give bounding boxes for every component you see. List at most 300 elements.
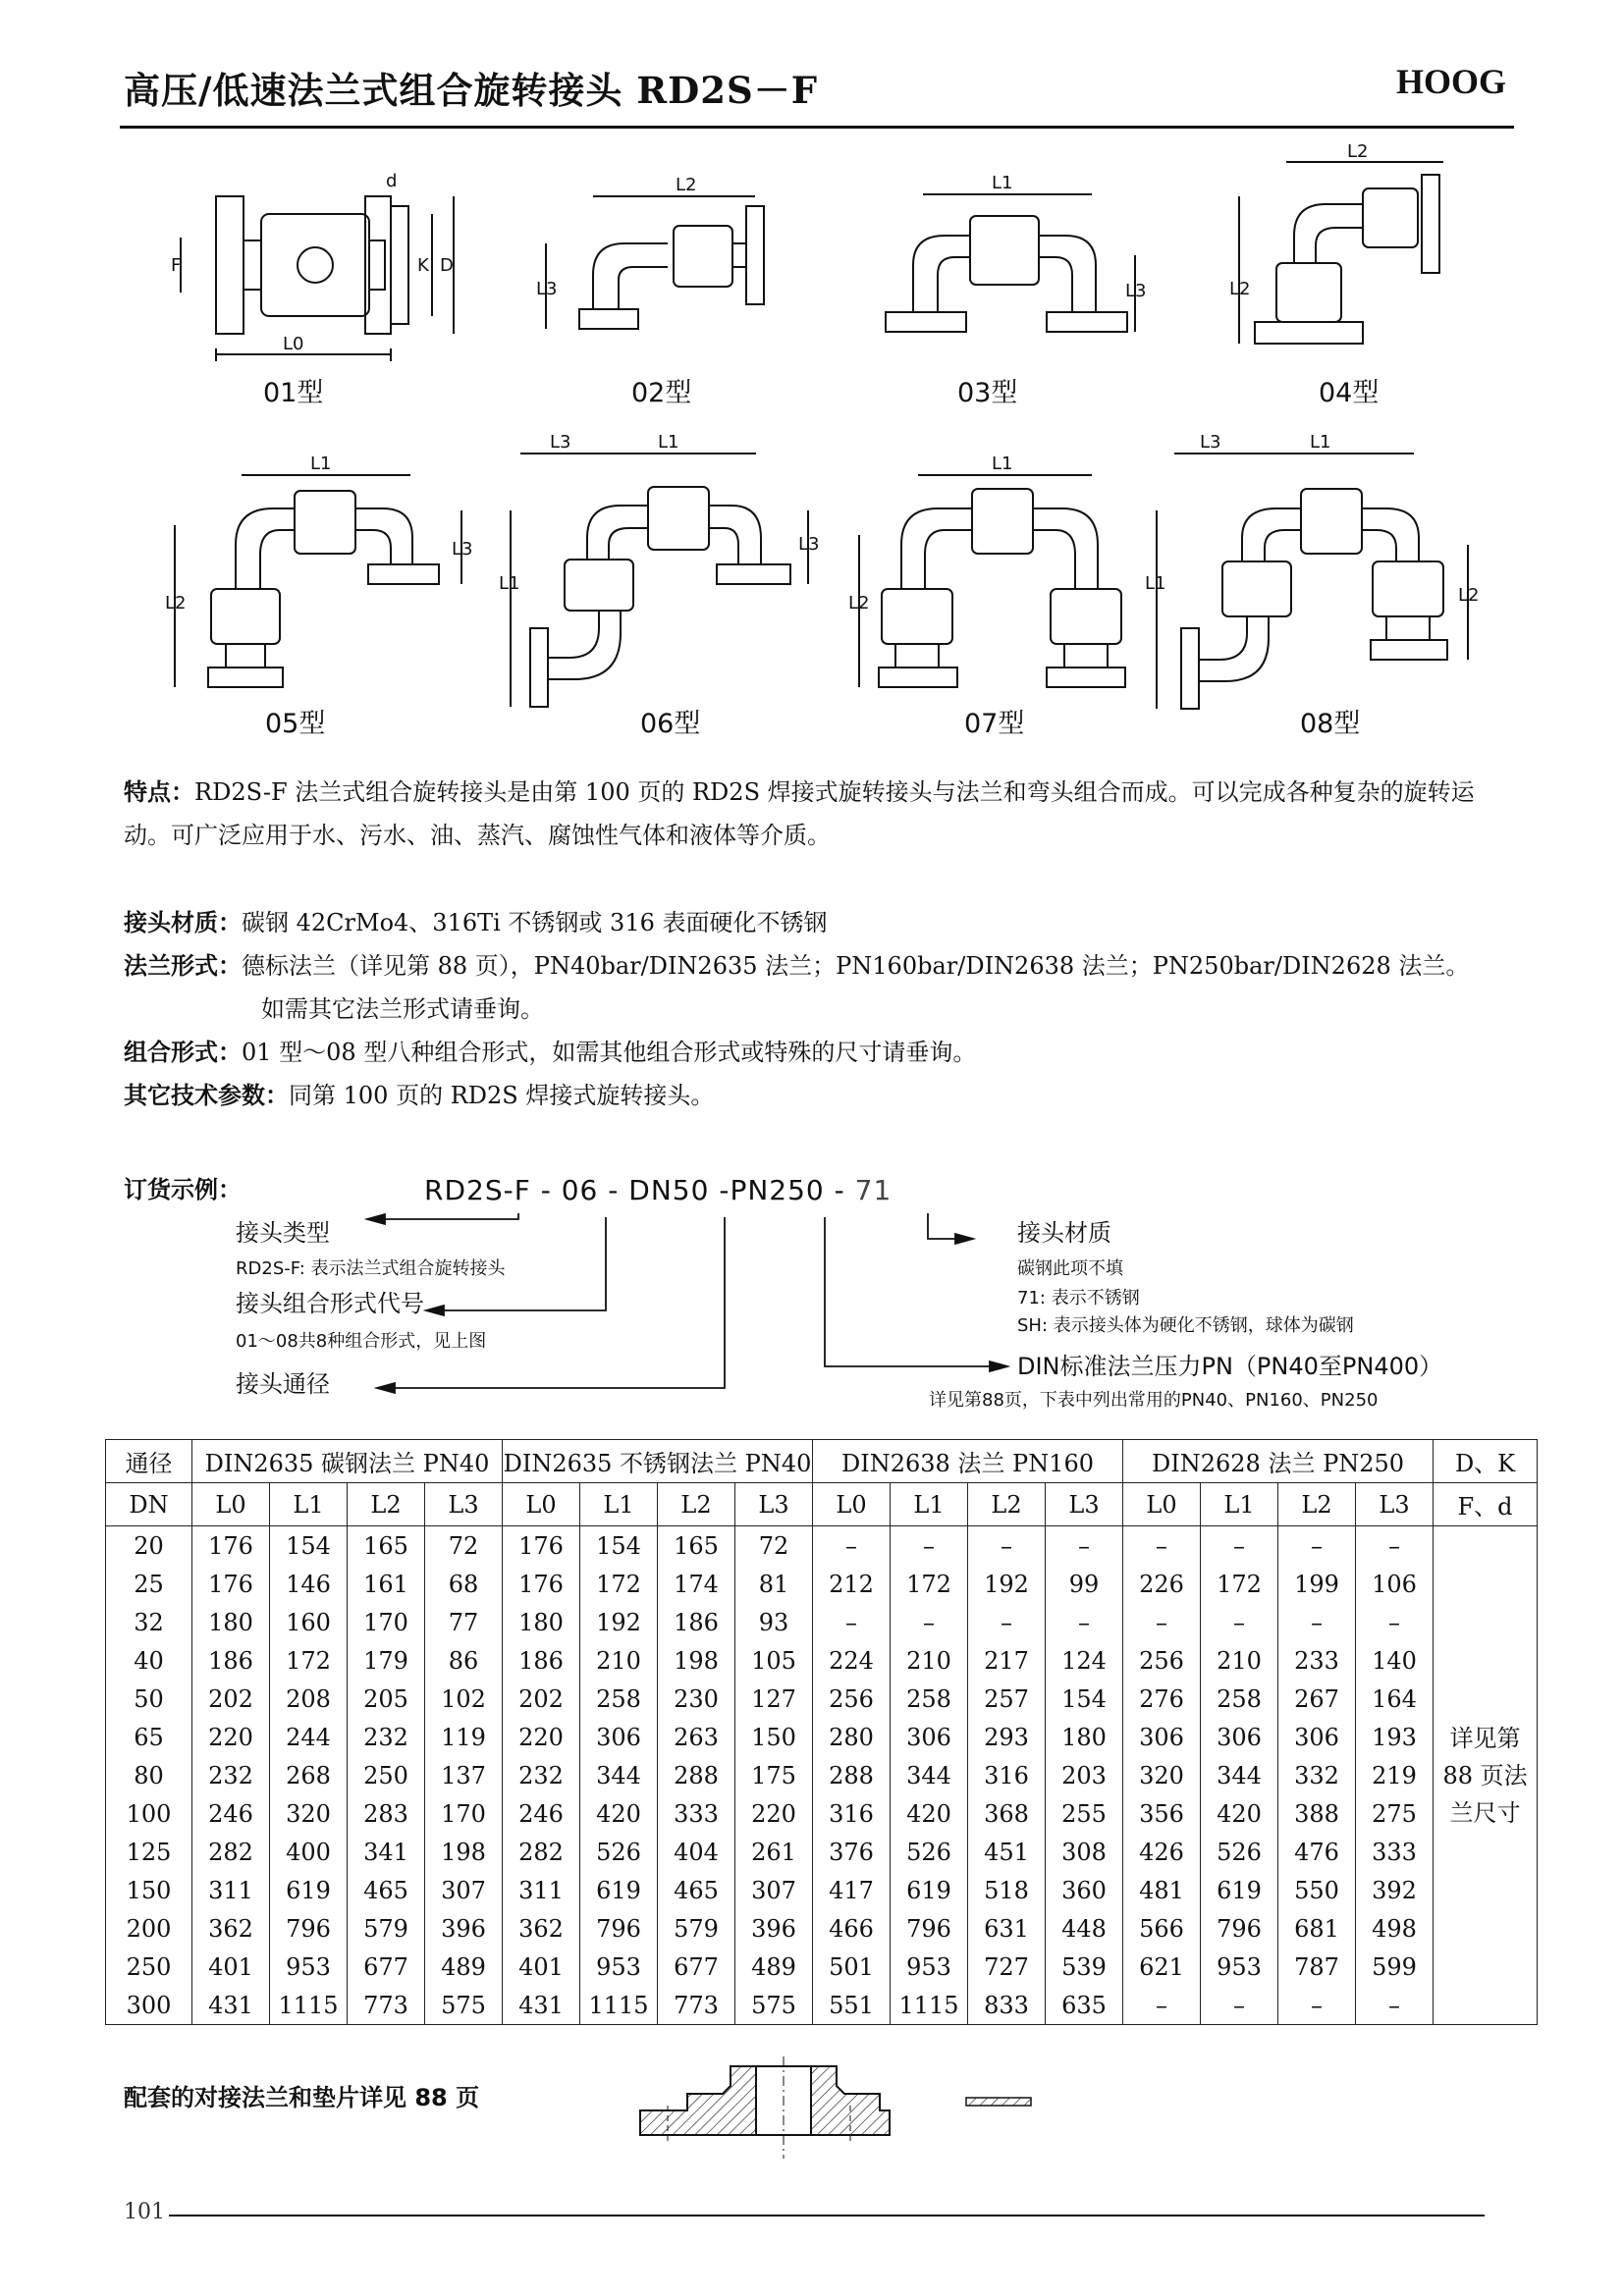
- th-dim: L0: [1123, 1483, 1201, 1526]
- cell-value: 362: [192, 1909, 270, 1948]
- cell-value: 220: [735, 1794, 813, 1833]
- cell-value: 220: [192, 1718, 270, 1756]
- order-code: RD2S-F - 06 - DN50 -PN250 - 71: [424, 1174, 893, 1206]
- th-dim: L2: [968, 1483, 1046, 1526]
- cell-value: 174: [658, 1565, 735, 1603]
- table-row: [106, 1986, 1538, 2025]
- caption-01: 01型: [263, 378, 324, 408]
- dim-D-01: D: [440, 255, 454, 276]
- cell-value: 344: [891, 1756, 968, 1794]
- cell-value: 172: [1201, 1565, 1278, 1603]
- cell-value: 498: [1356, 1909, 1434, 1948]
- cell-value: 244: [270, 1718, 348, 1756]
- cell-value: 635: [1046, 1986, 1123, 2025]
- cell-value: 681: [1278, 1909, 1356, 1948]
- cell-value: 401: [192, 1948, 270, 1986]
- cell-value: 140: [1356, 1641, 1434, 1680]
- cell-dn: 80: [106, 1756, 192, 1794]
- dim-L1-03: L1: [992, 173, 1013, 193]
- cell-value: 154: [270, 1526, 348, 1566]
- dim-L2-05: L2: [165, 593, 187, 614]
- cell-value: 677: [658, 1948, 735, 1986]
- dim-L2-02: L2: [676, 175, 697, 195]
- diagram-05: [175, 475, 461, 687]
- cell-value: 575: [735, 1986, 813, 2025]
- cell-value: 619: [1201, 1871, 1278, 1909]
- code-bore: DN50: [628, 1174, 710, 1206]
- cell-value: 124: [1046, 1641, 1123, 1680]
- cell-value: 448: [1046, 1909, 1123, 1948]
- cell-value: 268: [270, 1756, 348, 1794]
- cell-value: 307: [425, 1871, 503, 1909]
- cell-value: 232: [348, 1718, 425, 1756]
- table-row: [106, 1680, 1538, 1718]
- spec-combination: 组合形式：01 型～08 型八种组合形式，如需其他组合形式或特殊的尺寸请垂询。: [124, 1039, 977, 1066]
- cell-dn: 200: [106, 1909, 192, 1948]
- th-din2638: DIN2638 法兰 PN160: [813, 1440, 1123, 1483]
- cell-value: 320: [270, 1794, 348, 1833]
- cell-dn: 250: [106, 1948, 192, 1986]
- cell-value: –: [1278, 1986, 1356, 2025]
- cell-value: 255: [1046, 1794, 1123, 1833]
- cell-value: 400: [270, 1833, 348, 1871]
- dim-L3-06: L3: [550, 432, 571, 453]
- cell-value: 621: [1123, 1948, 1201, 1986]
- features-paragraph: [124, 771, 1518, 857]
- cell-value: 431: [192, 1986, 270, 2025]
- cell-value: 392: [1356, 1871, 1434, 1909]
- order-material-l1: 碳钢此项不填: [1017, 1258, 1123, 1279]
- order-material-title: 接头材质: [1017, 1219, 1111, 1247]
- diagram-02: [546, 196, 764, 329]
- page-title: 高压/低速法兰式组合旋转接头 RD2S－F: [124, 69, 818, 112]
- cell-value: 727: [968, 1948, 1046, 1986]
- cell-value: 261: [735, 1833, 813, 1871]
- order-bore-title: 接头通径: [236, 1370, 330, 1398]
- dim-L3-03: L3: [1125, 281, 1147, 301]
- dimension-table: [105, 1439, 1538, 2025]
- cell-value: 172: [270, 1641, 348, 1680]
- th-dim: L1: [270, 1483, 348, 1526]
- cell-value: 311: [192, 1871, 270, 1909]
- cell-value: 489: [735, 1948, 813, 1986]
- th-dim: L1: [580, 1483, 658, 1526]
- cell-value: 180: [1046, 1718, 1123, 1756]
- cell-value: 210: [1201, 1641, 1278, 1680]
- features-label: 特点：: [124, 778, 194, 806]
- cell-value: 246: [503, 1794, 580, 1833]
- cell-value: 316: [813, 1794, 891, 1833]
- cell-value: 526: [580, 1833, 658, 1871]
- cell-value: –: [1123, 1603, 1201, 1641]
- dim-L3-05: L3: [452, 539, 473, 560]
- cell-value: 230: [658, 1680, 735, 1718]
- cell-value: 466: [813, 1909, 891, 1948]
- th-dn: DN: [106, 1483, 192, 1526]
- cell-value: 288: [658, 1756, 735, 1794]
- cell-value: 796: [1201, 1909, 1278, 1948]
- cell-value: 146: [270, 1565, 348, 1603]
- cell-dn: 20: [106, 1526, 192, 1566]
- order-combo-desc: 01～08共8种组合形式，见上图: [236, 1331, 487, 1352]
- cell-value: –: [1123, 1526, 1201, 1566]
- cell-value: 417: [813, 1871, 891, 1909]
- cell-value: 341: [348, 1833, 425, 1871]
- dim-L2-07: L2: [848, 593, 870, 614]
- mating-flange-note: 配套的对接法兰和垫片详见 88 页: [124, 2084, 480, 2111]
- cell-value: 282: [192, 1833, 270, 1871]
- cell-value: 833: [968, 1986, 1046, 2025]
- cell-value: –: [1201, 1986, 1278, 2025]
- cell-value: 246: [192, 1794, 270, 1833]
- cell-value: –: [1356, 1603, 1434, 1641]
- flange-and-gasket-drawing: [628, 2056, 1041, 2164]
- cell-value: 388: [1278, 1794, 1356, 1833]
- order-material-l3: SH: 表示接头体为硬化不锈钢，球体为碳钢: [1017, 1315, 1354, 1336]
- th-dim: L3: [1046, 1483, 1123, 1526]
- cell-value: 631: [968, 1909, 1046, 1948]
- page-number: 101: [124, 2200, 165, 2224]
- cell-dn: 150: [106, 1871, 192, 1909]
- table-row: [106, 1756, 1538, 1794]
- flange-size-note: [1434, 1526, 1538, 2025]
- cell-value: 256: [1123, 1641, 1201, 1680]
- cell-value: 344: [1201, 1756, 1278, 1794]
- dim-F-01: F: [171, 255, 182, 276]
- spec-material: 接头材质：碳钢 42CrMo4、316Ti 不锈钢或 316 表面硬化不锈钢: [124, 909, 828, 936]
- cell-value: 283: [348, 1794, 425, 1833]
- cell-value: –: [968, 1526, 1046, 1566]
- diagram-01: [181, 196, 454, 361]
- cell-value: 787: [1278, 1948, 1356, 1986]
- th-dim: L2: [658, 1483, 735, 1526]
- table-row: [106, 1603, 1538, 1641]
- order-type-title: 接头类型: [236, 1219, 330, 1247]
- cell-value: 232: [192, 1756, 270, 1794]
- cell-value: –: [891, 1603, 968, 1641]
- cell-value: 539: [1046, 1948, 1123, 1986]
- cell-value: 226: [1123, 1565, 1201, 1603]
- cell-value: 175: [735, 1756, 813, 1794]
- th-dim: L1: [1201, 1483, 1278, 1526]
- order-material-l2: 71: 表示不锈钢: [1017, 1288, 1140, 1308]
- cell-value: 193: [1356, 1718, 1434, 1756]
- cell-value: 172: [891, 1565, 968, 1603]
- cell-value: –: [1046, 1603, 1123, 1641]
- spec-flange-note: 如需其它法兰形式请垂询。: [261, 995, 544, 1023]
- cell-value: 203: [1046, 1756, 1123, 1794]
- cell-value: 356: [1123, 1794, 1201, 1833]
- order-leader-lines: [0, 1198, 1624, 1423]
- cell-value: 72: [735, 1526, 813, 1566]
- cell-value: 953: [270, 1948, 348, 1986]
- combination-diagrams: [0, 137, 1624, 766]
- cell-value: 362: [503, 1909, 580, 1948]
- th-dim: L2: [1278, 1483, 1356, 1526]
- table-row: [106, 1565, 1538, 1603]
- cell-value: 306: [891, 1718, 968, 1756]
- cell-value: 72: [425, 1526, 503, 1566]
- caption-05: 05型: [265, 709, 326, 739]
- cell-value: 258: [580, 1680, 658, 1718]
- code-material: 71: [854, 1174, 893, 1206]
- cell-value: 119: [425, 1718, 503, 1756]
- cell-value: 257: [968, 1680, 1046, 1718]
- cell-value: 619: [580, 1871, 658, 1909]
- cell-value: 796: [270, 1909, 348, 1948]
- cell-value: 192: [968, 1565, 1046, 1603]
- cell-value: 306: [1278, 1718, 1356, 1756]
- caption-06: 06型: [640, 709, 701, 739]
- cell-value: 677: [348, 1948, 425, 1986]
- cell-dn: 32: [106, 1603, 192, 1641]
- table-row: [106, 1641, 1538, 1680]
- cell-value: 489: [425, 1948, 503, 1986]
- th-din2628: DIN2628 法兰 PN250: [1123, 1440, 1434, 1483]
- cell-value: 518: [968, 1871, 1046, 1909]
- caption-02: 02型: [631, 378, 692, 408]
- cell-value: 307: [735, 1871, 813, 1909]
- cell-value: 344: [580, 1756, 658, 1794]
- cell-value: 256: [813, 1680, 891, 1718]
- th-dim: L0: [813, 1483, 891, 1526]
- cell-value: 306: [580, 1718, 658, 1756]
- cell-value: 293: [968, 1718, 1046, 1756]
- cell-value: 267: [1278, 1680, 1356, 1718]
- cell-value: 550: [1278, 1871, 1356, 1909]
- cell-value: 404: [658, 1833, 735, 1871]
- cell-value: –: [1278, 1526, 1356, 1566]
- cell-value: 212: [813, 1565, 891, 1603]
- cell-value: 360: [1046, 1871, 1123, 1909]
- dim-L1-07: L1: [992, 454, 1013, 474]
- cell-value: 202: [192, 1680, 270, 1718]
- cell-value: 258: [1201, 1680, 1278, 1718]
- cell-value: –: [1201, 1603, 1278, 1641]
- cell-value: 481: [1123, 1871, 1201, 1909]
- table-body: [106, 1526, 1538, 2025]
- caption-08: 08型: [1300, 709, 1361, 739]
- header-rule: [120, 126, 1514, 129]
- cell-value: 501: [813, 1948, 891, 1986]
- cell-value: 420: [1201, 1794, 1278, 1833]
- features-text: RD2S-F 法兰式组合旋转接头是由第 100 页的 RD2S 焊接式旋转接头与法兰和弯头组合而成。可以完成各种复杂的旋转运动。可广泛应用于水、污水、油、蒸汽、腐蚀性气体和液体等介质。: [124, 778, 1475, 849]
- code-pn: -PN250: [719, 1174, 825, 1206]
- cell-value: 288: [813, 1756, 891, 1794]
- note-line: 详见第: [1449, 1724, 1521, 1752]
- cell-dn: 65: [106, 1718, 192, 1756]
- cell-dn: 125: [106, 1833, 192, 1871]
- dim-L2-04: L2: [1347, 141, 1369, 162]
- cell-value: 258: [891, 1680, 968, 1718]
- dim-L1b-08: L1: [1145, 573, 1166, 594]
- cell-value: –: [1356, 1526, 1434, 1566]
- cell-value: –: [968, 1603, 1046, 1641]
- th-din2635-stainless: DIN2635 不锈钢法兰 PN40: [503, 1440, 813, 1483]
- cell-value: –: [1356, 1986, 1434, 2025]
- cell-value: 192: [580, 1603, 658, 1641]
- cell-dn: 25: [106, 1565, 192, 1603]
- order-pn-desc: 详见第88页，下表中列出常用的PN40、PN160、PN250: [929, 1390, 1379, 1411]
- cell-value: 160: [270, 1603, 348, 1641]
- cell-value: 210: [891, 1641, 968, 1680]
- footer-rule: [169, 2215, 1485, 2216]
- cell-value: 199: [1278, 1565, 1356, 1603]
- note-line: 88 页法: [1442, 1761, 1528, 1789]
- note-line: 兰尺寸: [1449, 1798, 1521, 1827]
- diagram-03: [886, 194, 1135, 332]
- table-row: [106, 1948, 1538, 1986]
- th-dim: L0: [192, 1483, 270, 1526]
- cell-value: 186: [503, 1641, 580, 1680]
- table-row: [106, 1909, 1538, 1948]
- cell-value: 599: [1356, 1948, 1434, 1986]
- cell-value: 551: [813, 1986, 891, 2025]
- cell-value: –: [813, 1603, 891, 1641]
- cell-value: –: [1123, 1986, 1201, 2025]
- cell-value: 275: [1356, 1794, 1434, 1833]
- dim-L3-02: L3: [536, 279, 558, 299]
- cell-value: 376: [813, 1833, 891, 1871]
- cell-dn: 50: [106, 1680, 192, 1718]
- cell-value: 465: [348, 1871, 425, 1909]
- order-pn-title: DIN标准法兰压力PN（PN40至PN400）: [1017, 1353, 1443, 1380]
- dim-L2-08: L2: [1458, 585, 1480, 606]
- cell-value: 476: [1278, 1833, 1356, 1871]
- cell-value: 426: [1123, 1833, 1201, 1871]
- cell-value: 217: [968, 1641, 1046, 1680]
- th-dim: L3: [1356, 1483, 1434, 1526]
- cell-value: 953: [891, 1948, 968, 1986]
- cell-value: 176: [192, 1565, 270, 1603]
- th-dim: L3: [735, 1483, 813, 1526]
- cell-value: 263: [658, 1718, 735, 1756]
- cell-value: 311: [503, 1871, 580, 1909]
- cell-value: 202: [503, 1680, 580, 1718]
- cell-value: 420: [580, 1794, 658, 1833]
- cell-value: 205: [348, 1680, 425, 1718]
- th-dim: L0: [503, 1483, 580, 1526]
- th-dim: L3: [425, 1483, 503, 1526]
- cell-value: 186: [192, 1641, 270, 1680]
- cell-value: 333: [1356, 1833, 1434, 1871]
- cell-value: 773: [658, 1986, 735, 2025]
- th-fd: F、d: [1434, 1483, 1538, 1526]
- cell-value: 1115: [270, 1986, 348, 2025]
- caption-07: 07型: [964, 709, 1025, 739]
- cell-value: –: [1278, 1603, 1356, 1641]
- cell-value: 1115: [891, 1986, 968, 2025]
- cell-value: 368: [968, 1794, 1046, 1833]
- dim-L1b-06: L1: [499, 573, 520, 594]
- cell-value: 219: [1356, 1756, 1434, 1794]
- cell-value: 137: [425, 1756, 503, 1794]
- cell-value: 224: [813, 1641, 891, 1680]
- cell-value: 180: [192, 1603, 270, 1641]
- cell-value: 280: [813, 1718, 891, 1756]
- cell-value: 198: [658, 1641, 735, 1680]
- dim-L1-06: L1: [658, 432, 679, 453]
- cell-value: 105: [735, 1641, 813, 1680]
- cell-value: 396: [425, 1909, 503, 1948]
- cell-value: 99: [1046, 1565, 1123, 1603]
- cell-value: 77: [425, 1603, 503, 1641]
- cell-value: 210: [580, 1641, 658, 1680]
- cell-value: 161: [348, 1565, 425, 1603]
- cell-dn: 40: [106, 1641, 192, 1680]
- cell-value: 276: [1123, 1680, 1201, 1718]
- cell-value: 208: [270, 1680, 348, 1718]
- cell-value: 164: [1356, 1680, 1434, 1718]
- cell-value: 81: [735, 1565, 813, 1603]
- cell-value: 306: [1123, 1718, 1201, 1756]
- table-sub-header: [106, 1483, 1538, 1526]
- cell-value: 308: [1046, 1833, 1123, 1871]
- diagram-07: [859, 475, 1125, 687]
- dim-K-01: K: [417, 255, 429, 276]
- cell-value: 180: [503, 1603, 580, 1641]
- cell-value: 773: [348, 1986, 425, 2025]
- table-row: [106, 1718, 1538, 1756]
- cell-value: 316: [968, 1756, 1046, 1794]
- brand-logo: HOOG: [1395, 62, 1506, 101]
- cell-value: 526: [891, 1833, 968, 1871]
- cell-dn: 300: [106, 1986, 192, 2025]
- table-row: [106, 1871, 1538, 1909]
- spec-flange: 法兰形式：德标法兰（详见第 88 页），PN40bar/DIN2635 法兰；PN160bar/DIN2638 法兰；PN250bar/DIN2628 法兰。: [124, 952, 1470, 980]
- code-combo: 06: [561, 1174, 599, 1206]
- cell-value: 333: [658, 1794, 735, 1833]
- diagram-04: [1239, 162, 1443, 344]
- cell-value: 170: [425, 1794, 503, 1833]
- cell-value: –: [813, 1526, 891, 1566]
- cell-value: 526: [1201, 1833, 1278, 1871]
- cell-value: 172: [580, 1565, 658, 1603]
- cell-value: 170: [348, 1603, 425, 1641]
- cell-value: –: [1046, 1526, 1123, 1566]
- cell-value: 1115: [580, 1986, 658, 2025]
- cell-value: 420: [891, 1794, 968, 1833]
- cell-value: 579: [658, 1909, 735, 1948]
- cell-value: 575: [425, 1986, 503, 2025]
- cell-dn: 100: [106, 1794, 192, 1833]
- diagram-08: [1157, 454, 1468, 709]
- cell-value: 165: [348, 1526, 425, 1566]
- table-row: [106, 1526, 1538, 1566]
- cell-value: 233: [1278, 1641, 1356, 1680]
- cell-value: 106: [1356, 1565, 1434, 1603]
- cell-value: 150: [735, 1718, 813, 1756]
- table-group-header: [106, 1440, 1538, 1483]
- cell-value: 619: [270, 1871, 348, 1909]
- cell-value: 465: [658, 1871, 735, 1909]
- dim-L0-01: L0: [283, 334, 304, 354]
- cell-value: 451: [968, 1833, 1046, 1871]
- cell-value: 953: [580, 1948, 658, 1986]
- cell-value: 154: [1046, 1680, 1123, 1718]
- cell-value: 796: [580, 1909, 658, 1948]
- cell-value: –: [891, 1526, 968, 1566]
- cell-value: 796: [891, 1909, 968, 1948]
- th-dim: L2: [348, 1483, 425, 1526]
- dim-L2b-04: L2: [1229, 279, 1251, 299]
- th-dk: D、K: [1434, 1440, 1538, 1483]
- caption-04: 04型: [1319, 378, 1380, 408]
- dim-L3b-06: L3: [798, 534, 820, 555]
- table-row: [106, 1794, 1538, 1833]
- cell-value: 176: [503, 1565, 580, 1603]
- cell-value: 332: [1278, 1756, 1356, 1794]
